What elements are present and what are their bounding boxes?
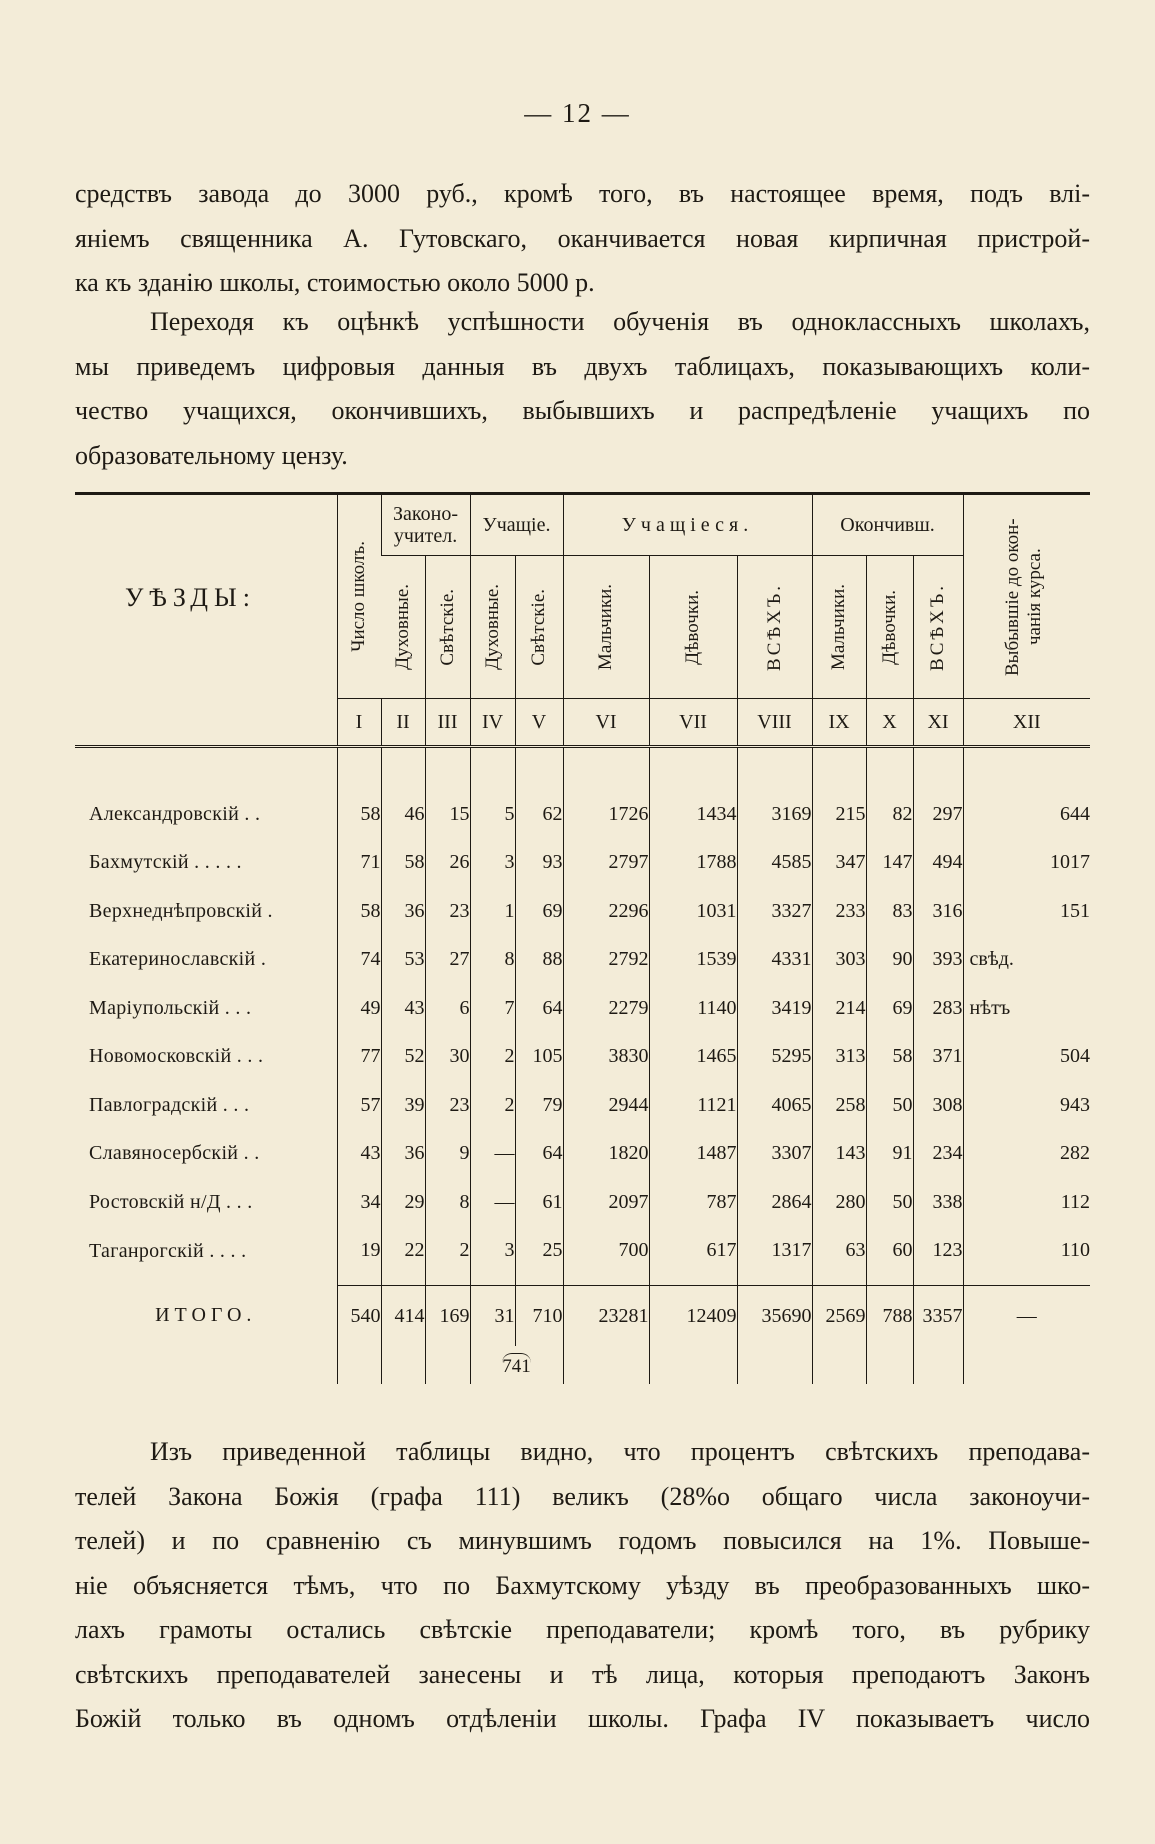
roman-numeral: V — [515, 699, 563, 747]
table-cell: 313 — [812, 1033, 866, 1082]
table-cell: 74 — [337, 936, 381, 985]
table-cell: 1017 — [963, 839, 1090, 888]
table-cell: 57 — [337, 1081, 381, 1130]
table-cell: — — [470, 1130, 515, 1179]
sum-row — [75, 1346, 1090, 1384]
total-row — [75, 1286, 1090, 1347]
table-cell: 1140 — [649, 984, 737, 1033]
table-cell: 23 — [425, 887, 470, 936]
table-cell: 23 — [425, 1081, 470, 1130]
text-line: ка къ зданію школы, стоимостью около 5000 р. — [75, 268, 595, 297]
table-cell: 30 — [425, 1033, 470, 1082]
district-name: Маріупольскій . . . — [89, 996, 252, 1019]
table-cell: 61 — [515, 1178, 563, 1227]
table-cell: 3 — [470, 839, 515, 888]
header-total-1 — [737, 556, 812, 699]
table-cell: 15 — [425, 790, 470, 839]
table-cell: 1 — [470, 887, 515, 936]
table-cell: 60 — [866, 1227, 913, 1286]
table-cell: 1031 — [649, 887, 737, 936]
table-cell: 9 — [425, 1130, 470, 1179]
table-cell: 151 — [963, 887, 1090, 936]
table-cell: 69 — [866, 984, 913, 1033]
header-text: Дѣвочки. — [878, 589, 900, 665]
table-cell: 283 — [913, 984, 963, 1033]
header-text: ВСѢХЪ. — [927, 583, 949, 671]
table-cell: 52 — [381, 1033, 425, 1082]
header-total-2 — [913, 556, 963, 699]
table-cell: 4585 — [737, 839, 812, 888]
table-cell: 53 — [381, 936, 425, 985]
table-cell: 25 — [515, 1227, 563, 1286]
text-line: средствъ завода до 3000 руб., кромѣ того, въ настоящее время, подъ влі- — [75, 179, 1090, 208]
statistics-table — [75, 492, 1090, 1384]
table-cell: 2296 — [563, 887, 649, 936]
table-cell: 46 — [381, 790, 425, 839]
table-cell: 34 — [337, 1178, 381, 1227]
district-name: Новомосковскій . . . — [89, 1045, 264, 1068]
text-line: Переходя къ оцѣнкѣ успѣшности обученія въ одноклассныхъ школахъ, — [150, 307, 1090, 336]
header-row-groups — [75, 494, 1090, 556]
table-cell: 3327 — [737, 887, 812, 936]
table-body — [75, 790, 1090, 1286]
table-cell: 147 — [866, 839, 913, 888]
roman-numeral: III — [425, 699, 470, 747]
table-cell: свѣд. — [963, 936, 1090, 985]
roman-numeral: IX — [812, 699, 866, 747]
text-line: телей Закона Божія (графа 111) великъ (28%о общаго числа законоучи- — [75, 1481, 1090, 1511]
paragraph-3 — [75, 1430, 1090, 1742]
total-cell: 540 — [337, 1286, 381, 1347]
table-cell: 77 — [337, 1033, 381, 1082]
table-cell: — — [470, 1178, 515, 1227]
table-cell: 88 — [515, 936, 563, 985]
table-cell: 617 — [649, 1227, 737, 1286]
table-cell: 71 — [337, 839, 381, 888]
table-cell: 1317 — [737, 1227, 812, 1286]
roman-numeral: II — [381, 699, 425, 747]
table-cell: 494 — [913, 839, 963, 888]
table-cell: 90 — [866, 936, 913, 985]
table-cell: 43 — [337, 1130, 381, 1179]
table-cell: 5 — [470, 790, 515, 839]
table-cell: 143 — [812, 1130, 866, 1179]
header-clergy-1 — [381, 556, 425, 699]
header-text: Свѣтскіе. — [528, 588, 550, 666]
table-cell: 1487 — [649, 1130, 737, 1179]
table-cell: 297 — [913, 790, 963, 839]
table-cell: 36 — [381, 1130, 425, 1179]
header-dropped — [963, 494, 1090, 699]
page-number: — 12 — — [524, 98, 631, 128]
table-cell: 8 — [425, 1178, 470, 1227]
district-name: Ростовскій н/Д . . . — [89, 1190, 253, 1213]
header-text: Духовные. — [481, 584, 503, 670]
table-cell: 123 — [913, 1227, 963, 1286]
text-line: мы приведемъ цифровыя данныя въ двухъ таблицахъ, показывающихъ коли- — [75, 351, 1090, 381]
header-teachers: Учащіе. — [470, 494, 563, 556]
roman-numeral: VIII — [737, 699, 812, 747]
table-cell: 3307 — [737, 1130, 812, 1179]
roman-numeral: X — [866, 699, 913, 747]
table-cell: 2944 — [563, 1081, 649, 1130]
header-text: Мальчики. — [828, 583, 850, 671]
header-boys-2 — [812, 556, 866, 699]
district-header-text: УѢЗДЫ: — [125, 582, 256, 612]
table-cell: 58 — [866, 1033, 913, 1082]
table-cell: 50 — [866, 1081, 913, 1130]
roman-numeral: IV — [470, 699, 515, 747]
teachers-sum-cell — [470, 1346, 563, 1384]
table-cell: 58 — [337, 790, 381, 839]
table-row — [75, 790, 1090, 839]
text-line: свѣтскихъ преподавателей занесены и тѣ лица, которыя преподаютъ Законъ — [75, 1659, 1090, 1689]
table-cell: 63 — [812, 1227, 866, 1286]
table-cell: 258 — [812, 1081, 866, 1130]
table-cell: 700 — [563, 1227, 649, 1286]
table-cell: 27 — [425, 936, 470, 985]
text-line: ніе объясняется тѣмъ, что по Бахмутскому уѣзду въ преобразованныхъ шко- — [75, 1570, 1090, 1600]
table-cell: 4065 — [737, 1081, 812, 1130]
header-text: Мальчики. — [595, 583, 617, 671]
header-girls-2 — [866, 556, 913, 699]
district-name: Александровскій . . — [89, 802, 261, 825]
header-text: Число школъ. — [348, 541, 369, 652]
table-row — [75, 936, 1090, 985]
table-cell: 8 — [470, 936, 515, 985]
table-row — [75, 887, 1090, 936]
table-cell: 644 — [963, 790, 1090, 839]
header-secular-2 — [515, 556, 563, 699]
table-cell: 3169 — [737, 790, 812, 839]
table-cell: 43 — [381, 984, 425, 1033]
table-cell: 308 — [913, 1081, 963, 1130]
header-students: Учащіеся. — [563, 494, 812, 556]
table-cell: 2 — [425, 1227, 470, 1286]
table-cell: 347 — [812, 839, 866, 888]
table-cell: 1820 — [563, 1130, 649, 1179]
table-cell: 1121 — [649, 1081, 737, 1130]
paragraph-2 — [75, 300, 1090, 478]
table-cell: 49 — [337, 984, 381, 1033]
total-cell: — — [963, 1286, 1090, 1347]
table-cell: 19 — [337, 1227, 381, 1286]
total-cell: 12409 — [649, 1286, 737, 1347]
total-cell: 31 — [470, 1286, 515, 1347]
table-cell: 504 — [963, 1033, 1090, 1082]
table-cell: 2792 — [563, 936, 649, 985]
header-girls-1 — [649, 556, 737, 699]
table-cell: 82 — [866, 790, 913, 839]
table-cell: 215 — [812, 790, 866, 839]
table-cell: 371 — [913, 1033, 963, 1082]
table-cell: 69 — [515, 887, 563, 936]
text-line: яніемъ священника А. Гутовскаго, оканчивается новая кирпичная пристрой- — [75, 223, 1090, 253]
table-cell: 234 — [913, 1130, 963, 1179]
district-name: Славяносербскій . . — [89, 1142, 260, 1165]
table-cell: 1788 — [649, 839, 737, 888]
table-cell: 282 — [963, 1130, 1090, 1179]
total-label: ИТОГО. — [155, 1304, 257, 1327]
header-clergy-2 — [470, 556, 515, 699]
table-cell: 58 — [381, 839, 425, 888]
table-cell: 64 — [515, 984, 563, 1033]
table-cell: 91 — [866, 1130, 913, 1179]
table-cell: 105 — [515, 1033, 563, 1082]
header-text: ВСѢХЪ. — [763, 583, 785, 671]
table-cell: 62 — [515, 790, 563, 839]
table-row — [75, 1081, 1090, 1130]
spacer-row — [75, 747, 1090, 791]
district-name: Бахмутскій . . . . . — [89, 851, 242, 874]
table-cell: 1434 — [649, 790, 737, 839]
roman-numeral: XII — [963, 699, 1090, 747]
table-cell: 3 — [470, 1227, 515, 1286]
text-line: Изъ приведенной таблицы видно, что процентъ свѣтскихъ преподава- — [150, 1437, 1090, 1466]
roman-numeral: XI — [913, 699, 963, 747]
table-cell: 787 — [649, 1178, 737, 1227]
table-cell: 214 — [812, 984, 866, 1033]
table-cell: 29 — [381, 1178, 425, 1227]
header-text: Дѣвочки. — [682, 589, 704, 665]
table-row — [75, 1130, 1090, 1179]
table-row — [75, 984, 1090, 1033]
header-row-roman — [75, 699, 1090, 747]
table-cell: 4331 — [737, 936, 812, 985]
table-cell: 110 — [963, 1227, 1090, 1286]
total-cell: 710 — [515, 1286, 563, 1347]
total-cell: 2569 — [812, 1286, 866, 1347]
table-cell: 22 — [381, 1227, 425, 1286]
text-line: образовательному цензу. — [75, 440, 348, 470]
table-cell: 112 — [963, 1178, 1090, 1227]
table-cell: 39 — [381, 1081, 425, 1130]
total-cell: 3357 — [913, 1286, 963, 1347]
text-line: лахъ грамоты остались свѣтскіе преподаватели; кромѣ того, въ рубрику — [75, 1615, 1090, 1644]
header-text: Свѣтскіе. — [436, 588, 458, 666]
table-row — [75, 839, 1090, 888]
district-name: Павлоградскій . . . — [89, 1093, 250, 1116]
table-cell: 64 — [515, 1130, 563, 1179]
table-cell: 58 — [337, 887, 381, 936]
table-cell: 1465 — [649, 1033, 737, 1082]
district-name: Екатеринославскій . — [89, 948, 267, 971]
teachers-sum: 741 — [502, 1353, 531, 1378]
text-line: телей) и по сравненію съ минувшимъ годомъ повысился на 1%. Повыше- — [75, 1526, 1090, 1555]
table-cell: 6 — [425, 984, 470, 1033]
table-cell: 2279 — [563, 984, 649, 1033]
header-graduates: Окончивш. — [812, 494, 963, 556]
table-cell: 83 — [866, 887, 913, 936]
table-cell: 338 — [913, 1178, 963, 1227]
table-cell: 79 — [515, 1081, 563, 1130]
district-name: Таганрогскій . . . . — [89, 1239, 247, 1262]
table-cell: 3419 — [737, 984, 812, 1033]
header-law-teachers: Законо-учител. — [381, 494, 470, 556]
table-cell: 1726 — [563, 790, 649, 839]
header-schools — [337, 494, 381, 699]
header-text: Выбывшіе до окон-чанія курса. — [1001, 517, 1045, 676]
table-cell: 3830 — [563, 1033, 649, 1082]
table-cell: 2097 — [563, 1178, 649, 1227]
roman-numeral: VII — [649, 699, 737, 747]
text-line: Божій только въ одномъ отдѣленіи школы. Графа IV показываетъ число — [75, 1704, 1090, 1733]
table-cell: 393 — [913, 936, 963, 985]
roman-numeral: VI — [563, 699, 649, 747]
table-cell: нѣтъ — [963, 984, 1090, 1033]
table-cell: 2797 — [563, 839, 649, 888]
table-cell: 943 — [963, 1081, 1090, 1130]
table-cell: 26 — [425, 839, 470, 888]
total-cell: 169 — [425, 1286, 470, 1347]
header-text: Духовные. — [391, 584, 413, 670]
table-cell: 2 — [470, 1033, 515, 1082]
district-name: Верхнеднѣпровскій . — [89, 899, 273, 922]
total-cell: 23281 — [563, 1286, 649, 1347]
table-cell: 2864 — [737, 1178, 812, 1227]
total-cell: 35690 — [737, 1286, 812, 1347]
total-cell: 788 — [866, 1286, 913, 1347]
table-cell: 303 — [812, 936, 866, 985]
district-header — [75, 582, 337, 747]
table-cell: 5295 — [737, 1033, 812, 1082]
table-cell: 2 — [470, 1081, 515, 1130]
table-cell: 280 — [812, 1178, 866, 1227]
table-cell: 50 — [866, 1178, 913, 1227]
text-line: чество учащихся, окончившихъ, выбывшихъ и распредѣленіе учащихъ по — [75, 396, 1090, 425]
table-cell: 93 — [515, 839, 563, 888]
header-boys-1 — [563, 556, 649, 699]
table-cell: 36 — [381, 887, 425, 936]
paragraph-1 — [75, 172, 1090, 306]
total-cell: 414 — [381, 1286, 425, 1347]
table-cell: 233 — [812, 887, 866, 936]
table-cell: 1539 — [649, 936, 737, 985]
table-cell: 7 — [470, 984, 515, 1033]
header-secular-1 — [425, 556, 470, 699]
table-row — [75, 1227, 1090, 1286]
table-row — [75, 1033, 1090, 1082]
table-row — [75, 1178, 1090, 1227]
roman-numeral: I — [337, 699, 381, 747]
table-cell: 316 — [913, 887, 963, 936]
